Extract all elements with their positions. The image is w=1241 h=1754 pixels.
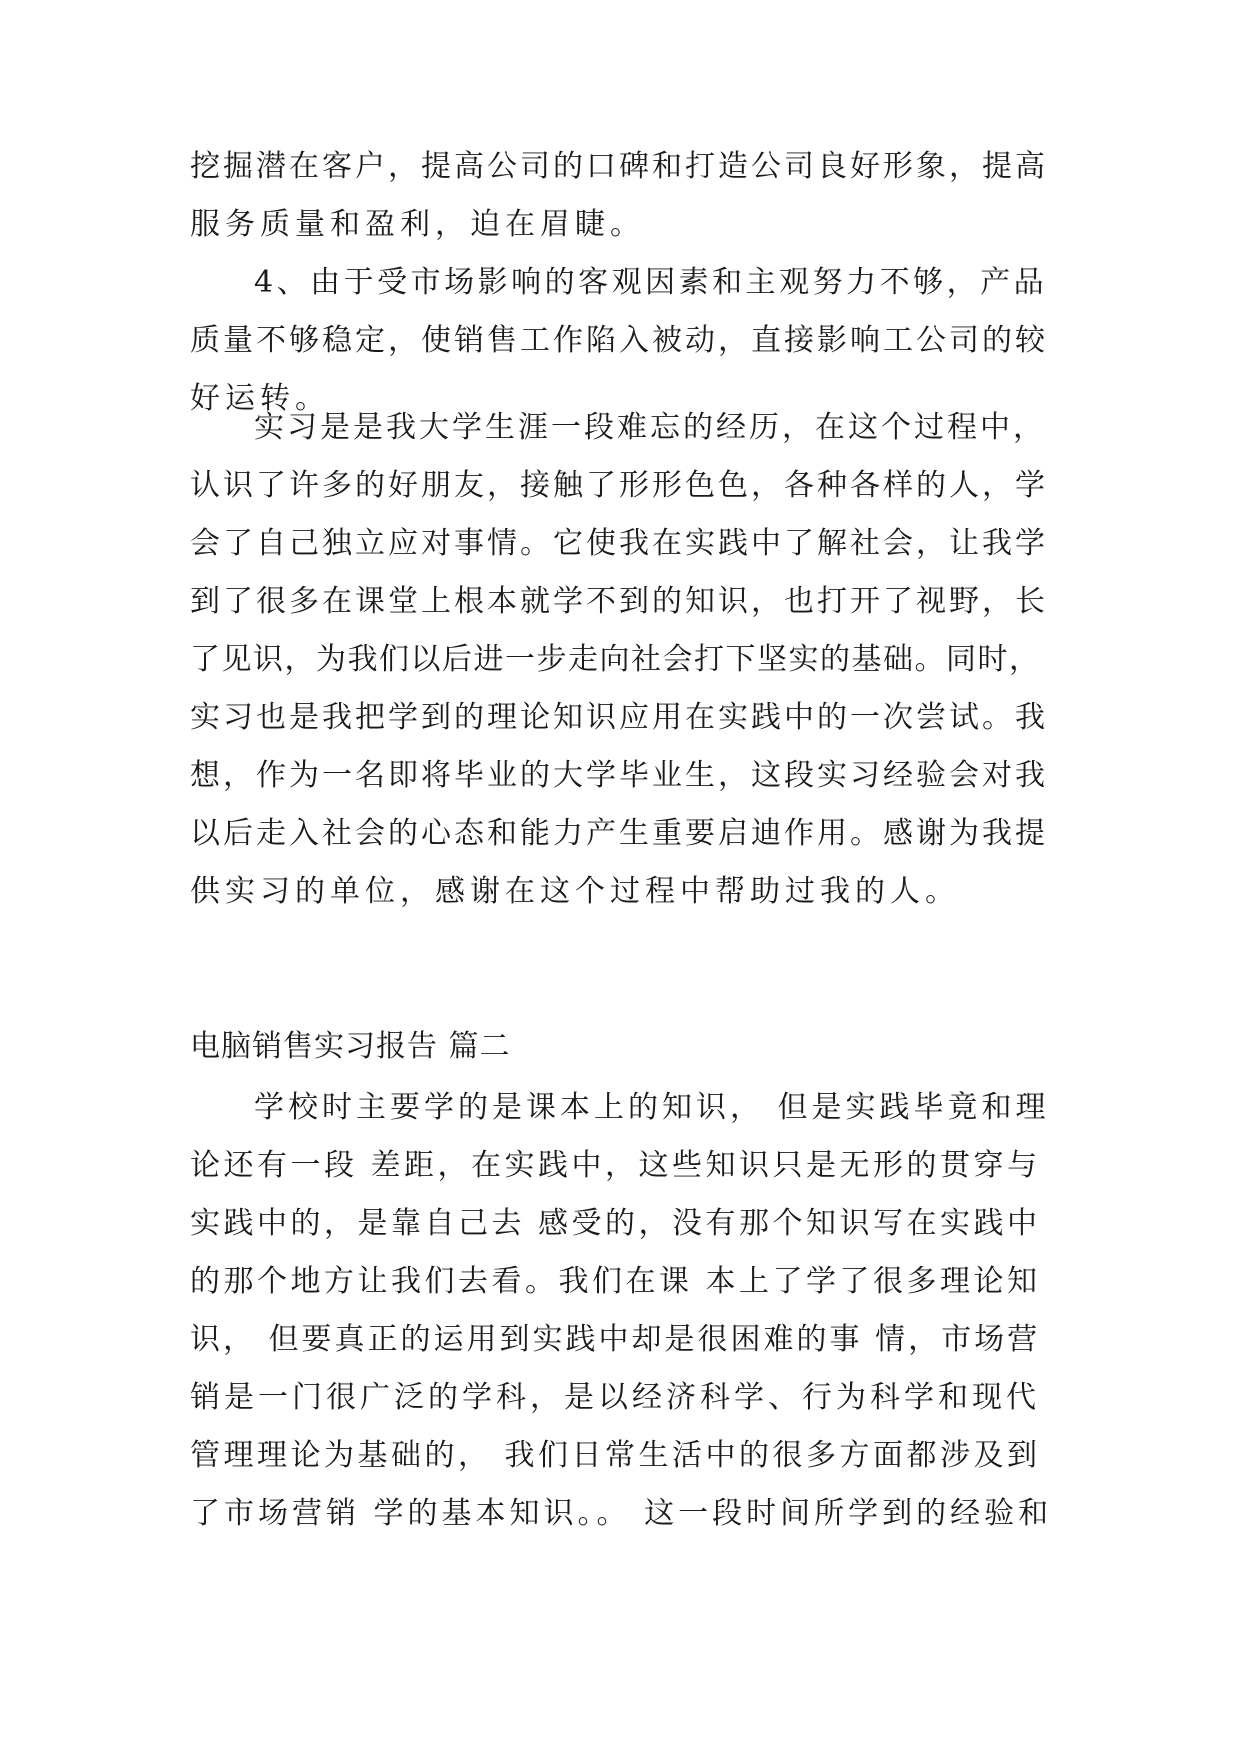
text-line: 想，作为一名即将毕业的大学毕业生，这段实习经验会对我 [190,758,1048,793]
text-line: 4、由于受市场影响的客观因素和主观努力不够，产品 [254,265,1048,300]
text-line: 服务质量和盈利，迫在眉睫。 [190,207,645,242]
paragraph-continued [190,138,1052,254]
text-line: 认识了许多的好朋友，接触了形形色色，各种各样的人，学 [190,468,1048,503]
text-line: 了市场营销 学的基本知识。。 这一段时间所学到的经验和 [190,1496,1053,1531]
text-line: 识， 但要真正的运用到实践中却是很困难的事 情，市场营 [190,1322,1041,1357]
paragraph-section-two [190,1079,1052,1543]
text-line: 挖掘潜在客户，提高公司的口碑和打造公司良好形象，提高 [190,149,1048,184]
text-line: 质量不够稳定，使销售工作陷入被动，直接影响工公司的较 [190,323,1048,358]
text-line: 会了自己独立应对事情。它使我在实践中了解社会，让我学 [190,526,1048,561]
text-line: 销是一门很广泛的学科，是以经济科学、行为科学和现代 [190,1380,1040,1415]
text-line: 实践中的，是靠自己去 感受的，没有那个知识写在实践中 [190,1206,1041,1241]
text-line: 管理理论为基础的， 我们日常生活中的很多方面都涉及到 [190,1438,1041,1473]
text-line: 以后走入社会的心态和能力产生重要启迪作用。感谢为我提 [190,816,1048,851]
text-line: 供实习的单位，感谢在这个过程中帮助过我的人。 [190,874,960,909]
paragraph-conclusion [190,399,1052,921]
text-line: 论还有一段 差距，在实践中，这些知识只是无形的贯穿与 [190,1148,1041,1183]
text-line: 了见识，为我们以后进一步走向社会打下坚实的基础。同时， [190,642,1041,677]
text-line: 到了很多在课堂上根本就学不到的知识，也打开了视野，长 [190,584,1048,619]
text-line: 实习也是我把学到的理论知识应用在实践中的一次尝试。我 [190,700,1048,735]
text-line: 实习是是我大学生涯一段难忘的经历，在这个过程中， [254,410,1046,445]
text-line: 好运转。 [190,381,330,416]
text-line: 学校时主要学的是课本上的知识， 但是实践毕竟和理 [254,1090,1050,1125]
text-line: 的那个地方让我们去看。我们在课 本上了学了很多理论知 [190,1264,1041,1299]
section-heading: 电脑销售实习报告 篇二 [190,1029,511,1064]
